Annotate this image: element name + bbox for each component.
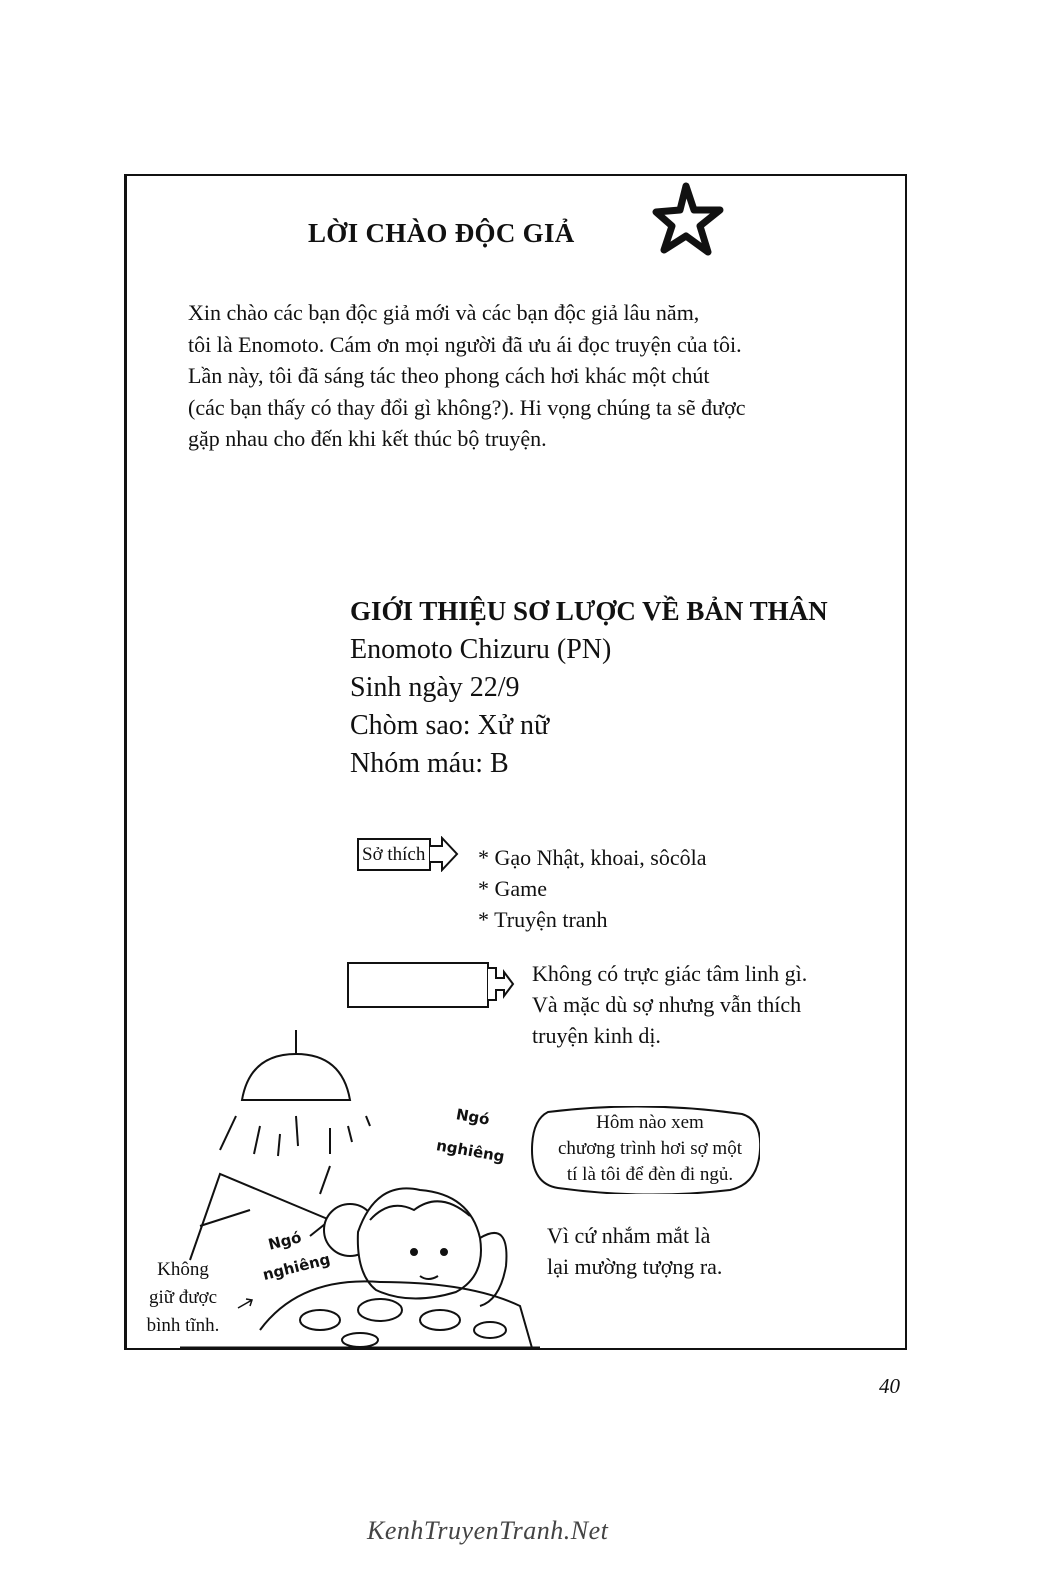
- bubble-line: tí là tôi để đèn đi ngủ.: [566, 1164, 734, 1185]
- greeting-line: Xin chào các bạn độc giả mới và các bạn độc giả lâu năm,: [188, 300, 700, 325]
- speech-bubble-text: [532, 1110, 768, 1188]
- greeting-line: Lần này, tôi đã sáng tác theo phong cách hơi khác một chút: [188, 363, 710, 388]
- caption-line: giữ được: [148, 1287, 218, 1308]
- illustration-caption: [547, 1220, 722, 1282]
- greeting-body: [188, 297, 878, 455]
- sfx-text: nghiêng: [434, 1136, 506, 1166]
- side-caption: [128, 1256, 238, 1340]
- trait-line: Và mặc dù sợ nhưng vẫn thích: [532, 992, 802, 1017]
- greeting-line: tôi là Enomoto. Cám ơn mọi người đã ưu ái đọc truyện của tôi.: [188, 331, 742, 357]
- greeting-title: LỜI CHÀO ĐỘC GIẢ: [308, 218, 575, 248]
- caption-line: Không: [157, 1259, 209, 1280]
- hobby-item: * Game: [478, 876, 548, 901]
- arrow-icon: [236, 1296, 256, 1310]
- greeting-line: gặp nhau cho đến khi kết thúc bộ truyện.: [188, 426, 547, 451]
- profile-birthday: Sinh ngày 22/9: [350, 672, 520, 703]
- sfx-text: Ngó: [266, 1228, 304, 1254]
- arrow-right-icon: [428, 836, 460, 872]
- trait-line: Không có trực giác tâm linh gì.: [532, 961, 808, 986]
- caption-line: Vì cứ nhắm mắt là: [547, 1223, 711, 1248]
- hobby-list: [478, 842, 707, 935]
- profile-zodiac: Chòm sao: Xử nữ: [350, 710, 550, 741]
- greeting-line: (các bạn thấy có thay đổi gì không?). Hi vọng chúng ta sẽ được: [188, 394, 746, 420]
- profile-title: GIỚI THIỆU SƠ LƯỢC VỀ BẢN THÂN: [350, 596, 828, 626]
- arrow-right-icon: [486, 964, 516, 1004]
- sfx-text: nghiêng: [260, 1249, 332, 1285]
- hobby-item: * Truyện tranh: [478, 907, 608, 932]
- sfx-text: Ngó: [454, 1105, 491, 1129]
- bubble-line: Hôm nào xem: [596, 1112, 704, 1133]
- hobby-item: * Gạo Nhật, khoai, sôcôla: [478, 845, 707, 870]
- watermark: KenhTruyenTranh.Net: [367, 1516, 609, 1545]
- caption-line: lại mường tượng ra.: [547, 1254, 723, 1279]
- page-number: 40: [879, 1374, 900, 1398]
- bubble-line: chương trình hơi sợ một: [558, 1138, 742, 1159]
- star-icon: [652, 182, 724, 256]
- lamp-icon: [220, 1030, 370, 1156]
- hobby-label: Sở thích: [357, 838, 431, 871]
- caption-line: bình tĩnh.: [146, 1315, 220, 1336]
- profile-details: [350, 631, 611, 783]
- trait-label-box: [347, 962, 489, 1008]
- trait-line: truyện kinh dị.: [532, 1023, 661, 1048]
- profile-name: Enomoto Chizuru (PN): [350, 634, 612, 665]
- profile-blood-type: Nhóm máu: B: [350, 748, 509, 779]
- trait-text: [532, 958, 807, 1051]
